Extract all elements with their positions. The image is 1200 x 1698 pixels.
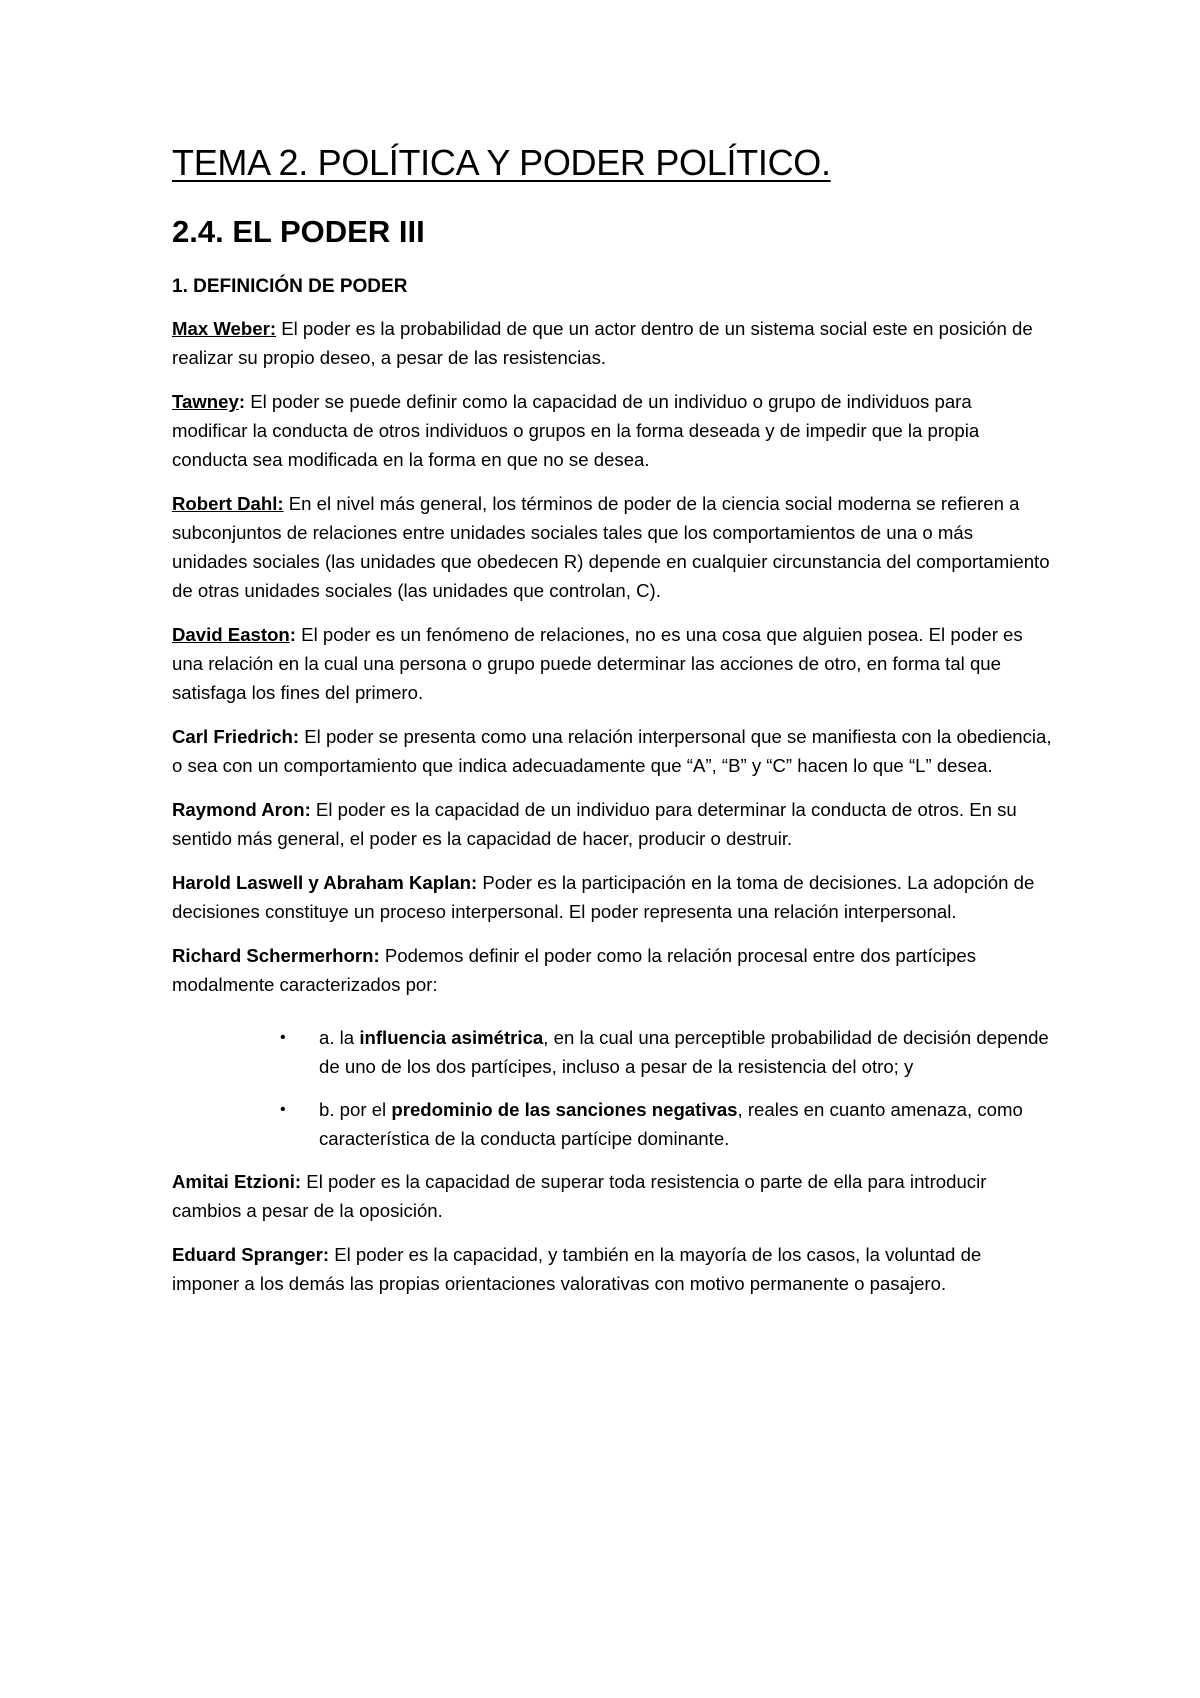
definition-text: En el nivel más general, los términos de poder de la ciencia social moderna se refieren a subconjuntos de relaciones entre unidades sociales tales que los comportamientos de una o más unidades sociales (las unidades que obedecen R) depende en cualquier circunstancia del comportamiento de otras unidades sociales (las unidades que controlan, C).: [172, 493, 1050, 602]
definition-easton: [172, 620, 1052, 707]
definition-dahl: [172, 489, 1052, 605]
definition-text: El poder es la capacidad de superar toda resistencia o parte de ella para introducir cambios a pesar de la oposición.: [172, 1171, 987, 1222]
author-colon: :: [289, 624, 296, 646]
bullet-text-bold: predominio de las sanciones negativas: [391, 1099, 738, 1121]
bullet-text-pre: b. por el: [319, 1099, 392, 1121]
definition-aron: [172, 795, 1052, 853]
definition-text: El poder se puede definir como la capacidad de un individuo o grupo de individuos para modificar la conducta de otros individuos o grupos en la forma deseada y de impedir que la propia conducta sea modificada en la forma en que no se desea.: [172, 391, 980, 471]
bullet-item: [172, 1023, 1052, 1081]
definition-friedrich: [172, 722, 1052, 780]
author-name: Raymond Aron:: [172, 799, 311, 821]
document-title: TEMA 2. POLÍTICA Y PODER POLÍTICO.: [172, 142, 831, 183]
definition-etzioni: [172, 1167, 1052, 1225]
author-name: Harold Laswell y Abraham Kaplan:: [172, 872, 478, 894]
bullet-icon: •: [280, 1029, 286, 1047]
bullet-icon: •: [280, 1101, 286, 1119]
definition-text: El poder es la probabilidad de que un actor dentro de un sistema social este en posición de realizar su propio deseo, a pesar de las resistencias.: [172, 318, 1033, 369]
document-page: [172, 140, 1052, 1313]
author-name: Max Weber:: [172, 318, 277, 340]
author-name: Tawney: [172, 391, 239, 413]
author-colon: :: [238, 391, 246, 413]
definition-text: El poder es la capacidad de un individuo para determinar la conducta de otros. En su sentido más general, el poder es la capacidad de hacer, producir o destruir.: [172, 799, 1017, 850]
document-subtitle: 2.4. EL PODER III: [172, 214, 425, 249]
author-name: Richard Schermerhorn:: [172, 945, 380, 967]
bullet-item: [172, 1095, 1052, 1153]
bullet-text-post: , reales en cuanto amenaza, como característica de la conducta partícipe dominante.: [319, 1099, 1023, 1150]
author-name: David Easton: [172, 624, 290, 646]
definition-weber: [172, 314, 1052, 372]
author-name: Carl Friedrich:: [172, 726, 300, 748]
definition-text: Poder es la participación en la toma de decisiones. La adopción de decisiones constituye un proceso interpersonal. El poder representa una relación interpersonal.: [172, 872, 1035, 923]
bullet-text-post: , en la cual una perceptible probabilidad de decisión depende de uno de los dos partícipes, incluso a pesar de la resistencia del otro; y: [319, 1027, 1049, 1078]
definition-text: Podemos definir el poder como la relación procesal entre dos partícipes modalmente caracterizados por:: [172, 945, 977, 996]
section-heading: 1. DEFINICIÓN DE PODER: [172, 275, 408, 297]
definition-schermerhorn: [172, 941, 1052, 999]
definition-laswell-kaplan: [172, 868, 1052, 926]
bullet-list: [172, 1023, 1052, 1153]
definition-tawney: [172, 387, 1052, 474]
bullet-text-pre: a. la: [319, 1027, 360, 1049]
definition-text: El poder es un fenómeno de relaciones, no es una cosa que alguien posea. El poder es una relación en la cual una persona o grupo puede determinar las acciones de otro, en forma tal que satisfaga los fines del primero.: [172, 624, 1023, 704]
definition-text: El poder se presenta como una relación interpersonal que se manifiesta con la obediencia, o sea con un comportamiento que indica adecuadamente que “A”, “B” y “C” hacen lo que “L” desea.: [172, 726, 1052, 777]
definition-spranger: [172, 1240, 1052, 1298]
author-name: Amitai Etzioni:: [172, 1171, 302, 1193]
definition-text: El poder es la capacidad, y también en la mayoría de los casos, la voluntad de imponer a los demás las propias orientaciones valorativas con motivo permanente o pasajero.: [172, 1244, 982, 1295]
author-name: Eduard Spranger:: [172, 1244, 330, 1266]
author-name: Robert Dahl:: [172, 493, 284, 515]
bullet-text-bold: influencia asimétrica: [359, 1027, 544, 1049]
